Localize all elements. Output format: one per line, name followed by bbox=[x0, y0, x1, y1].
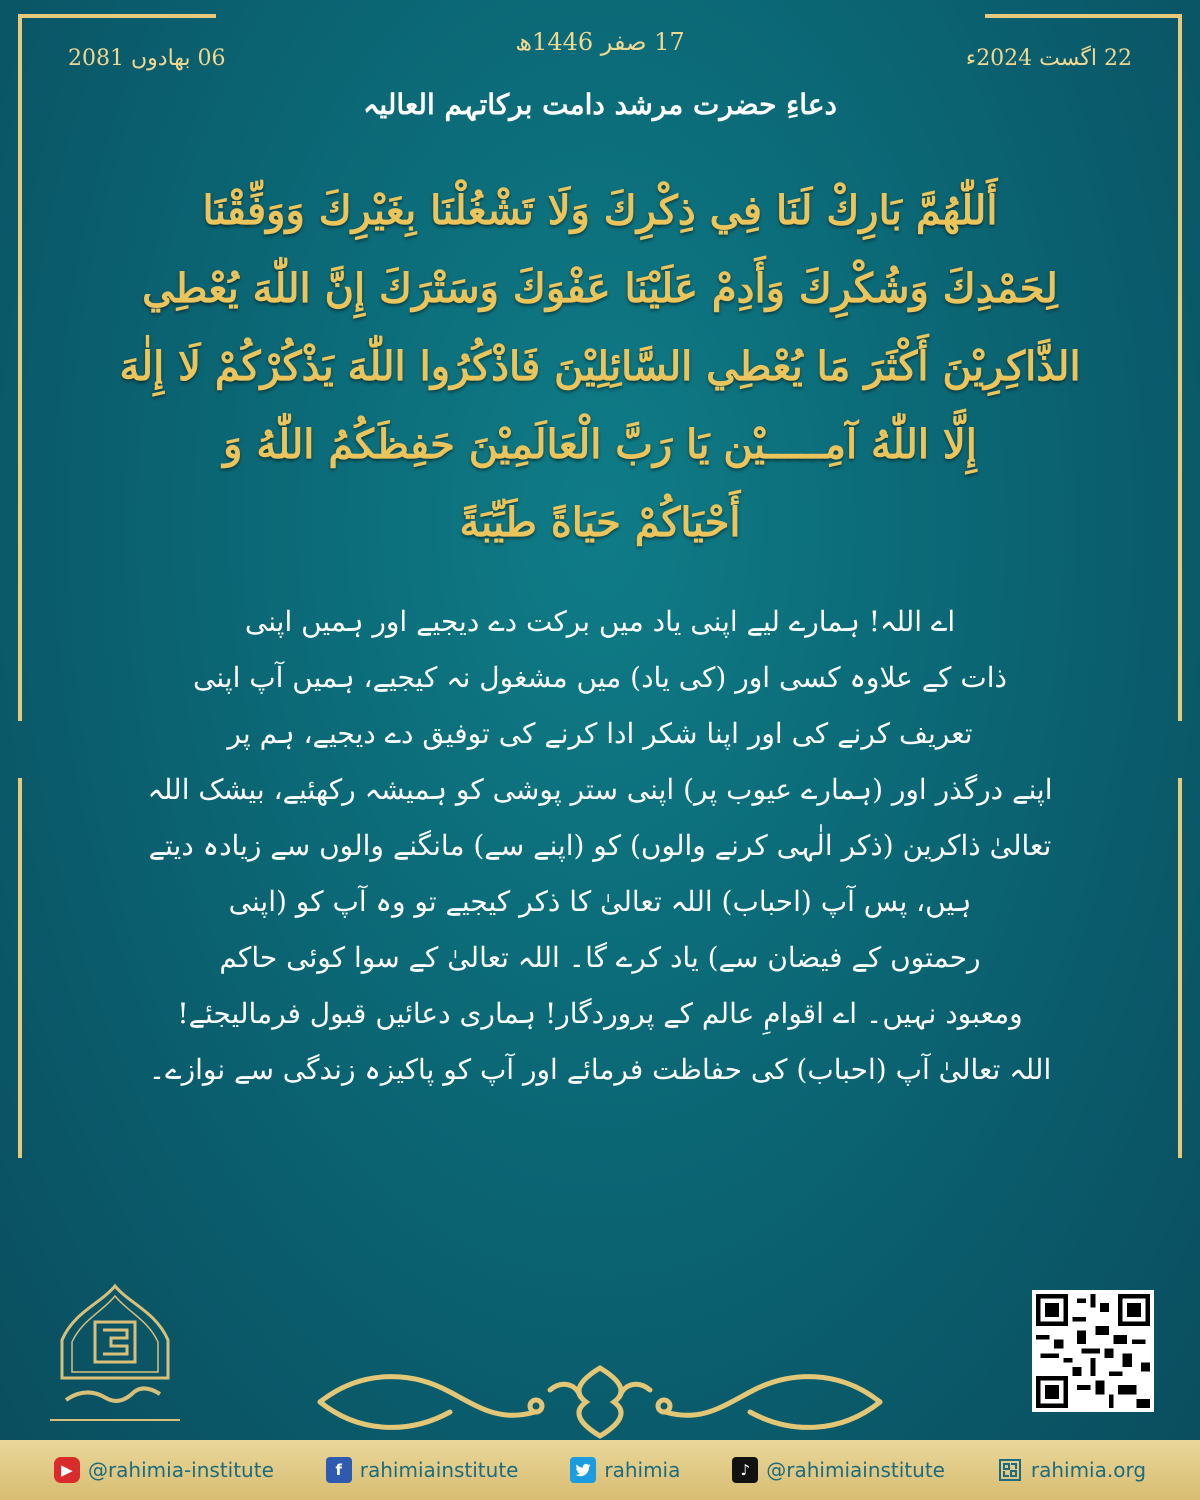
urdu-line: اے اللہ! ہمارے لیے اپنی یاد میں برکت دے دیجیے اور ہمیں اپنی bbox=[244, 605, 956, 638]
urdu-line: تعالیٰ ذاکرین (ذکر الٰہی کرنے والوں) کو (اپنے سے) مانگنے والوں سے زیادہ دیتے bbox=[148, 829, 1052, 862]
page-title: دعاءِ حضرت مرشد دامت برکاتہم العالیہ bbox=[362, 88, 838, 121]
arabic-line: أَحْيَاكُمْ حَيَاةً طَيِّبَةً bbox=[459, 499, 741, 546]
social-facebook[interactable] bbox=[326, 1457, 519, 1483]
urdu-line: اپنے درگذر اور (ہمارے عیوب پر) اپنی ستر پوشی کو ہمیشہ رکھئیے، بیشک اللہ bbox=[147, 773, 1053, 806]
website-icon bbox=[997, 1457, 1023, 1483]
urdu-translation bbox=[120, 594, 1080, 1098]
youtube-icon: ▶ bbox=[54, 1457, 80, 1483]
facebook-icon: f bbox=[326, 1457, 352, 1483]
social-tiktok[interactable] bbox=[732, 1457, 945, 1483]
urdu-line: ومعبود نہیں۔ اے اقوامِ عالم کے پروردگار! ہماری دعائیں قبول فرمالیجئے! bbox=[177, 997, 1023, 1030]
frame-top-right bbox=[985, 14, 1182, 18]
frame-left-lower bbox=[18, 778, 22, 1158]
rahimia-emblem-icon bbox=[40, 1282, 190, 1432]
social-label: @rahimia-institute bbox=[87, 1458, 274, 1482]
arabic-line: لِحَمْدِكَ وَشُكْرِكَ وَأَدِمْ عَلَيْنَا عَفْوَكَ وَسَتْرَكَ إِنَّ اللّٰهَ يُعْطِي bbox=[142, 265, 1058, 312]
social-label: @rahimiainstitute bbox=[766, 1458, 945, 1482]
footer-social-bar bbox=[0, 1440, 1200, 1500]
urdu-line: تعریف کرنے کی اور اپنا شکر ادا کرنے کی توفیق دے دیجیے، ہم پر bbox=[227, 717, 973, 750]
urdu-line: ذات کے علاوہ کسی اور (کی یاد) میں مشغول نہ کیجیے، ہمیں آپ اپنی bbox=[192, 661, 1008, 694]
urdu-line: رحمتوں کے فیضان سے) یاد کرے گا۔ اللہ تعالیٰ کے سوا کوئی حاکم bbox=[219, 941, 981, 974]
social-label: rahimia.org bbox=[1030, 1458, 1147, 1482]
date-bikrami: 06 بھادوں 2081 bbox=[68, 46, 226, 71]
social-website[interactable] bbox=[997, 1457, 1146, 1483]
arabic-dua bbox=[60, 172, 1140, 562]
urdu-line: ہیں، پس آپ (احباب) اللہ تعالیٰ کا ذکر کیجیے تو وہ آپ کو (اپنی bbox=[228, 885, 972, 918]
social-label: rahimia bbox=[604, 1458, 681, 1482]
social-label: rahimiainstitute bbox=[359, 1458, 519, 1482]
date-hijri: 17 صفر 1446ھ bbox=[515, 28, 685, 56]
date-gregorian: 22 اگست 2024ء bbox=[965, 46, 1132, 71]
twitter-icon bbox=[570, 1457, 596, 1483]
frame-right-lower bbox=[1178, 778, 1182, 1158]
urdu-line: اللہ تعالیٰ آپ (احباب) کی حفاظت فرمائے اور آپ کو پاکیزہ زندگی سے نوازے۔ bbox=[148, 1053, 1052, 1086]
arabic-line: أَللّٰهُمَّ بَارِكْ لَنَا فِي ذِكْرِكَ وَلَا تَشْغُلْنَا بِغَيْرِكَ وَوَفِّقْنَا bbox=[202, 187, 998, 234]
qr-code-icon bbox=[1032, 1290, 1154, 1412]
social-twitter[interactable] bbox=[570, 1457, 680, 1483]
ornament-divider bbox=[300, 1362, 900, 1440]
arabic-line: الذَّاكِرِيْنَ أَكْثَرَ مَا يُعْطِي السَّائِلِيْنَ فَاذْكُرُوا اللّٰهَ يَذْكُرْكُمْ لَا إِلٰهَ bbox=[119, 343, 1081, 390]
tiktok-icon: ♪ bbox=[732, 1457, 758, 1483]
frame-top-left bbox=[18, 14, 216, 18]
arabic-line: إِلَّا اللّٰهُ آمِـــــيْن يَا رَبَّ الْعَالَمِيْنَ حَفِظَكُمُ اللّٰهُ وَ bbox=[223, 421, 977, 468]
social-youtube[interactable] bbox=[54, 1457, 274, 1483]
